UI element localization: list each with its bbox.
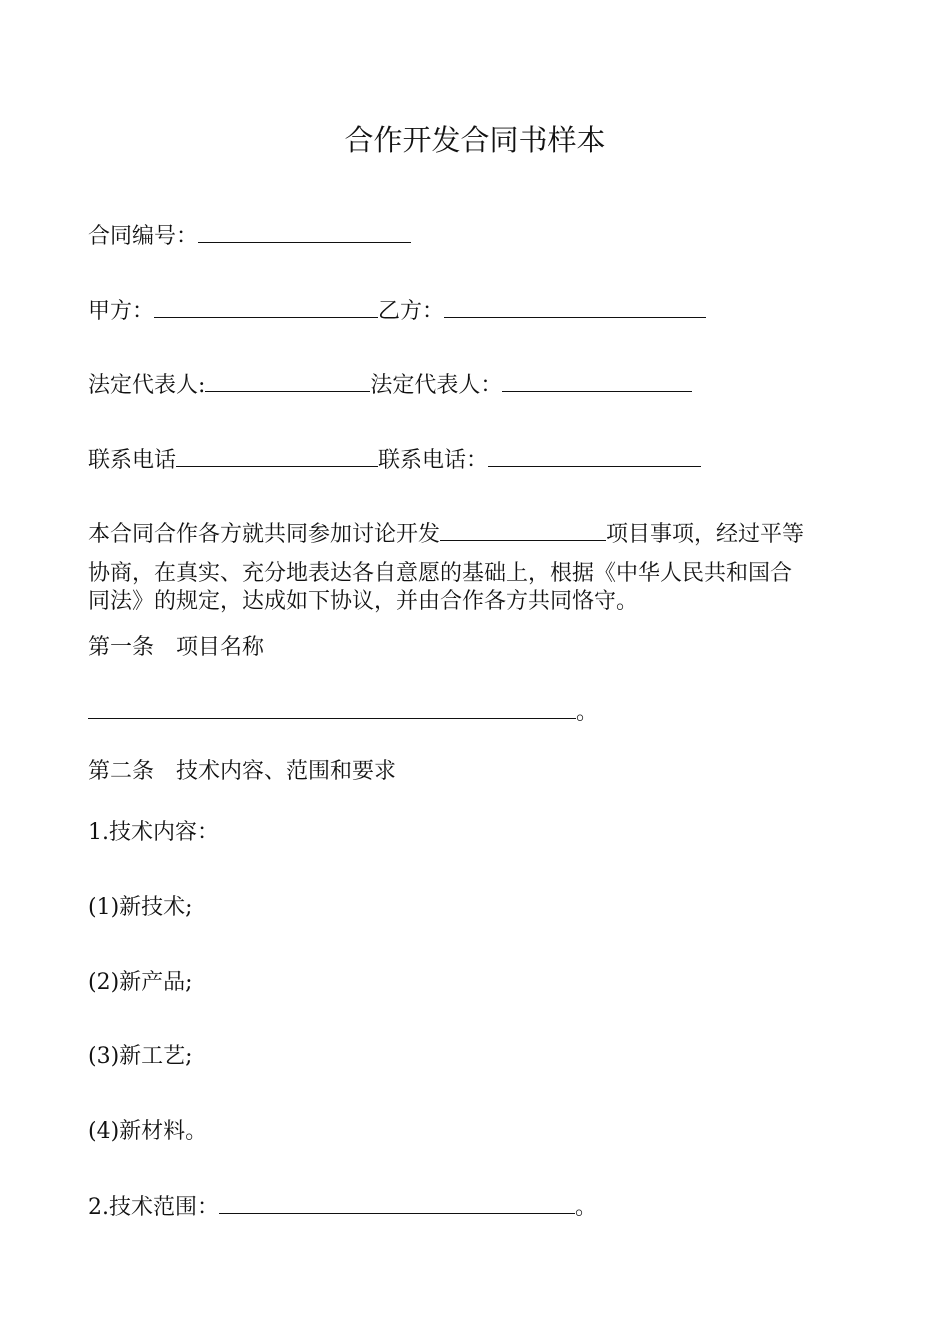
phone-a-field[interactable] — [176, 446, 378, 467]
article-2-heading: 第二条 技术内容、范围和要求 — [88, 759, 397, 784]
preamble-text-2: 项目事项，经过平等 — [606, 522, 805, 547]
tech-scope-end: 。 — [575, 1195, 598, 1220]
legal-rep-a-label: 法定代表人: — [88, 373, 206, 398]
party-a-label: 甲方： — [88, 299, 155, 324]
preamble-text-1: 本合同合作各方就共同参加讨论开发 — [88, 522, 441, 547]
contract-number-label: 合同编号： — [88, 224, 199, 249]
preamble-paragraph — [88, 520, 868, 616]
phone-line — [88, 446, 701, 475]
list-item: (2)新产品; — [88, 970, 193, 995]
article-1-heading: 第一条 项目名称 — [88, 635, 265, 660]
article-1-end: 。 — [576, 700, 599, 725]
legal-rep-b-field[interactable] — [502, 371, 692, 392]
party-b-label: 乙方： — [378, 299, 445, 324]
preamble-row-1 — [88, 520, 868, 549]
tech-content-label: 1.技术内容： — [88, 820, 219, 845]
phone-b-label: 联系电话： — [378, 448, 489, 473]
phone-b-field[interactable] — [488, 446, 701, 467]
legal-rep-b-label: 法定代表人： — [370, 373, 503, 398]
preamble-row-2: 协商，在真实、充分地表达各自意愿的基础上，根据《中华人民共和国合 — [88, 561, 793, 586]
list-item: (4)新材料。 — [88, 1119, 208, 1144]
article-1-line — [88, 698, 598, 727]
phone-a-label: 联系电话 — [88, 448, 177, 473]
contract-number-field[interactable] — [198, 222, 411, 243]
list-item: (3)新工艺; — [88, 1044, 193, 1069]
project-name-field[interactable] — [440, 520, 606, 541]
list-item: (1)新技术; — [88, 895, 193, 920]
tech-scope-field[interactable] — [219, 1193, 575, 1214]
party-b-field[interactable] — [444, 297, 706, 318]
tech-scope-line — [88, 1193, 597, 1222]
project-title-field[interactable] — [88, 698, 576, 719]
preamble-row-3: 同法》的规定，达成如下协议，并由合作各方共同恪守。 — [88, 589, 639, 614]
tech-scope-label: 2.技术范围： — [88, 1195, 219, 1220]
parties-line — [88, 297, 706, 326]
contract-number-line — [88, 222, 411, 251]
legal-rep-a-field[interactable] — [205, 371, 370, 392]
legal-rep-line — [88, 371, 692, 400]
party-a-field[interactable] — [154, 297, 378, 318]
document-title: 合作开发合同书样本 — [344, 123, 606, 157]
